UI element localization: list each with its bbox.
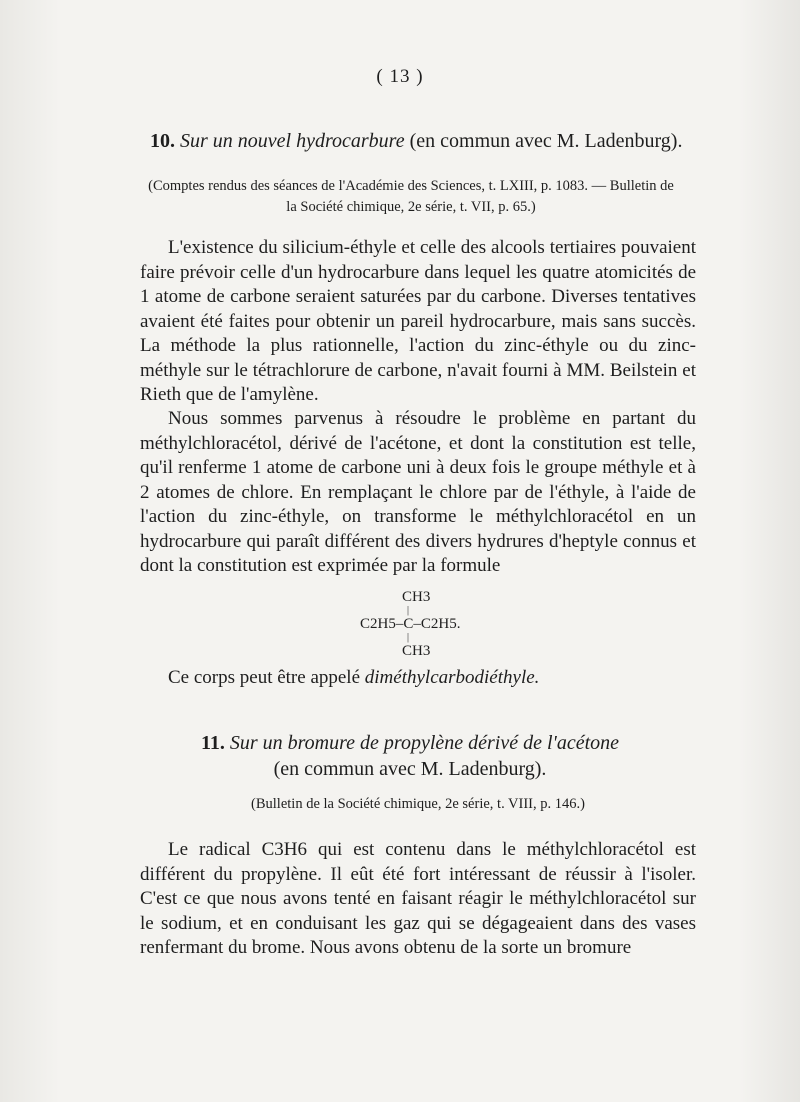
paragraph-3-italic: diméthylcarbodiéthyle. bbox=[364, 667, 540, 688]
formula-middle-row: C2H5–C–C2H5. bbox=[360, 616, 461, 632]
section-10-paragraph-1: L'existence du silicium-éthyle et celle des alcools tertiaires pouvaient faire prévoir celle d'un hydrocarbure dans lequel les quatre atomicités de 1 atome de carbone seraient saturées par du carbone. Diverses tentatives avaient été faites pour obtenir un pareil hydrocarbure, mais sans succès. La méthode la plus rationnelle, l'action du zinc-éthyle ou du zinc-méthyle sur le tétrachlorure de carbone, n'avait fourni à MM. Beilstein et Rieth que de l'amylène. bbox=[140, 237, 696, 405]
section-10-reference bbox=[118, 176, 704, 218]
section-11-title: Sur un bromure de propylène dérivé de l'acétone bbox=[229, 732, 620, 754]
formula-bond-up: | bbox=[407, 605, 410, 616]
section-11-number: 11. bbox=[200, 732, 225, 754]
formula-mid-right: C2H5. bbox=[420, 616, 461, 632]
section-11-paragraph-1: Le radical C3H6 qui est contenu dans le méthylchloracétol est différent du propylène. Il eût été fort intéressant de réussir à l'isoler. C'est ce que nous avons tenté en faisant réagir le méthylchloracétol sur le sodium, et en conduisant les gaz qui se dégageaient dans des vases renfermant du brome. Nous avons obtenu de la sorte un bromure bbox=[140, 839, 696, 958]
section-11-title-rest: (en commun avec M. Ladenburg). bbox=[273, 758, 547, 780]
reference-line-2: la Société chimique, 2e série, t. VII, p. 65.) bbox=[286, 199, 536, 215]
chemical-formula bbox=[360, 588, 500, 661]
section-10-title-rest: (en commun avec M. Ladenburg). bbox=[409, 130, 683, 152]
formula-top: CH3 bbox=[402, 589, 431, 605]
section-10-paragraph-2: Nous sommes parvenus à résoudre le problème en partant du méthylchloracétol, dérivé de l'acétone, et dont la constitution est telle, qu'il renferme 1 atome de carbone uni à deux fois le groupe méthyle et à 2 atomes de chlore. En remplaçant le chlore par de l'éthyle, à l'aide de l'action du zinc-éthyle, on transforme le méthylchloracétol en un hydrocarbure qui paraît différent des divers hydrures d'heptyle connus et dont la constitution est exprimée par la formule bbox=[140, 408, 696, 576]
page-number: ( 13 ) bbox=[376, 66, 424, 87]
section-11-reference: (Bulletin de la Société chimique, 2e série, t. VIII, p. 146.) bbox=[251, 796, 585, 812]
formula-bond-down: | bbox=[407, 632, 410, 643]
paragraph-3-text: Ce corps peut être appelé bbox=[168, 667, 361, 688]
reference-line-1: (Comptes rendus des séances de l'Académie des Sciences, t. LXIII, p. 1083. — Bulletin de bbox=[148, 178, 674, 194]
formula-mid-center: C bbox=[403, 616, 414, 632]
formula-bottom: CH3 bbox=[402, 643, 431, 659]
section-10-number: 10. bbox=[150, 130, 175, 152]
section-11-heading bbox=[190, 730, 630, 782]
section-10-paragraph-3 bbox=[140, 666, 696, 691]
formula-mid-left: C2H5 bbox=[360, 616, 396, 632]
section-10-heading bbox=[150, 128, 710, 154]
section-10-title: Sur un nouvel hydrocarbure bbox=[180, 130, 405, 152]
